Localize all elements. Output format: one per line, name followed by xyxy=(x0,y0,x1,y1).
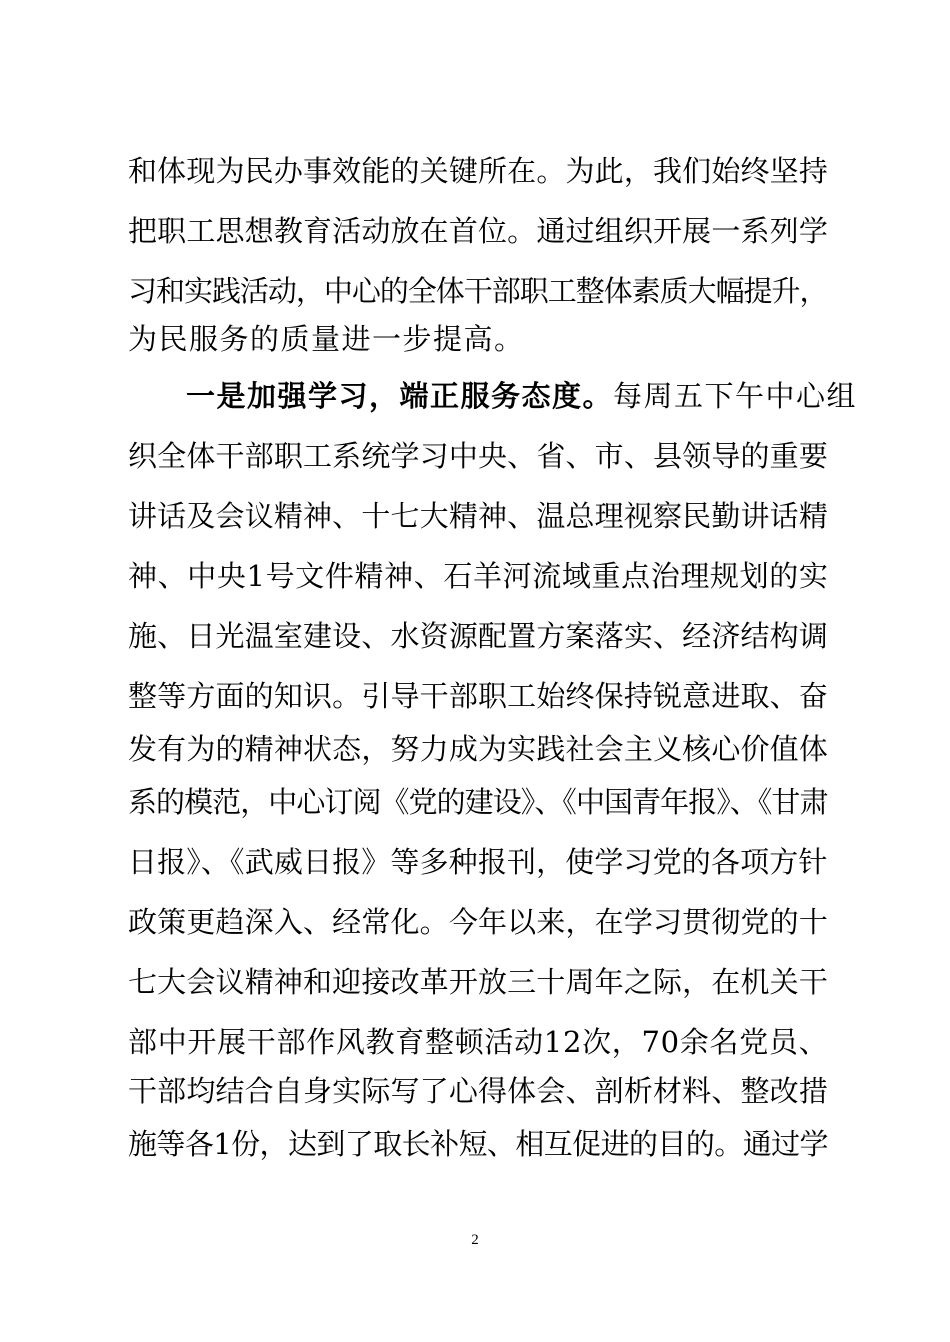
body-line-1: 和体现为民办事效能的关键所在。为此，我们始终坚持 xyxy=(128,154,829,188)
body-line-15: 部中开展干部作风教育整顿活动12次，70余名党员、 xyxy=(128,1025,829,1059)
body-line-14: 七大会议精神和迎接改革开放三十周年之际，在机关干 xyxy=(128,965,829,999)
body-line-17: 施等各1份，达到了取长补短、相互促进的目的。通过学 xyxy=(128,1127,828,1161)
body-line-8: 施、日光温室建设、水资源配置方案落实、经济结构调 xyxy=(128,619,829,653)
body-line-5: 织全体干部职工系统学习中央、省、市、县领导的重要 xyxy=(128,439,829,473)
body-line-2: 把职工思想教育活动放在首位。通过组织开展一系列学 xyxy=(128,214,829,248)
body-line-13: 政策更趋深入、经常化。今年以来，在学习贯彻党的十 xyxy=(128,905,829,939)
body-line-6: 讲话及会议精神、十七大精神、温总理视察民勤讲话精 xyxy=(128,499,829,533)
page-number: 2 xyxy=(471,1232,479,1248)
body-line-4: 为民服务的质量进一步提高。 xyxy=(128,322,525,356)
body-line-7: 神、中央1号文件精神、石羊河流域重点治理规划的实 xyxy=(128,559,829,593)
body-line-9: 整等方面的知识。引导干部职工始终保持锐意进取、奋 xyxy=(128,679,829,713)
body-line-12: 日报》、《武威日报》等多种报刊，使学习党的各项方针 xyxy=(128,845,828,879)
paragraph-heading: 一是加强学习，端正服务态度。 xyxy=(186,379,614,413)
body-line-10: 发有为的精神状态，努力成为实践社会主义核心价值体 xyxy=(128,732,829,766)
body-line-11: 系的模范，中心订阅《党的建设》、《中国青年报》、《甘肃 xyxy=(128,785,828,819)
body-line-16: 干部均结合自身实际写了心得体会、剖析材料、整改措 xyxy=(128,1074,829,1108)
body-line-3: 习和实践活动，中心的全体干部职工整体素质大幅提升， xyxy=(128,274,828,308)
paragraph-heading-rest: 每周五下午中心组 xyxy=(613,379,858,413)
paragraph-heading-line xyxy=(186,378,857,414)
